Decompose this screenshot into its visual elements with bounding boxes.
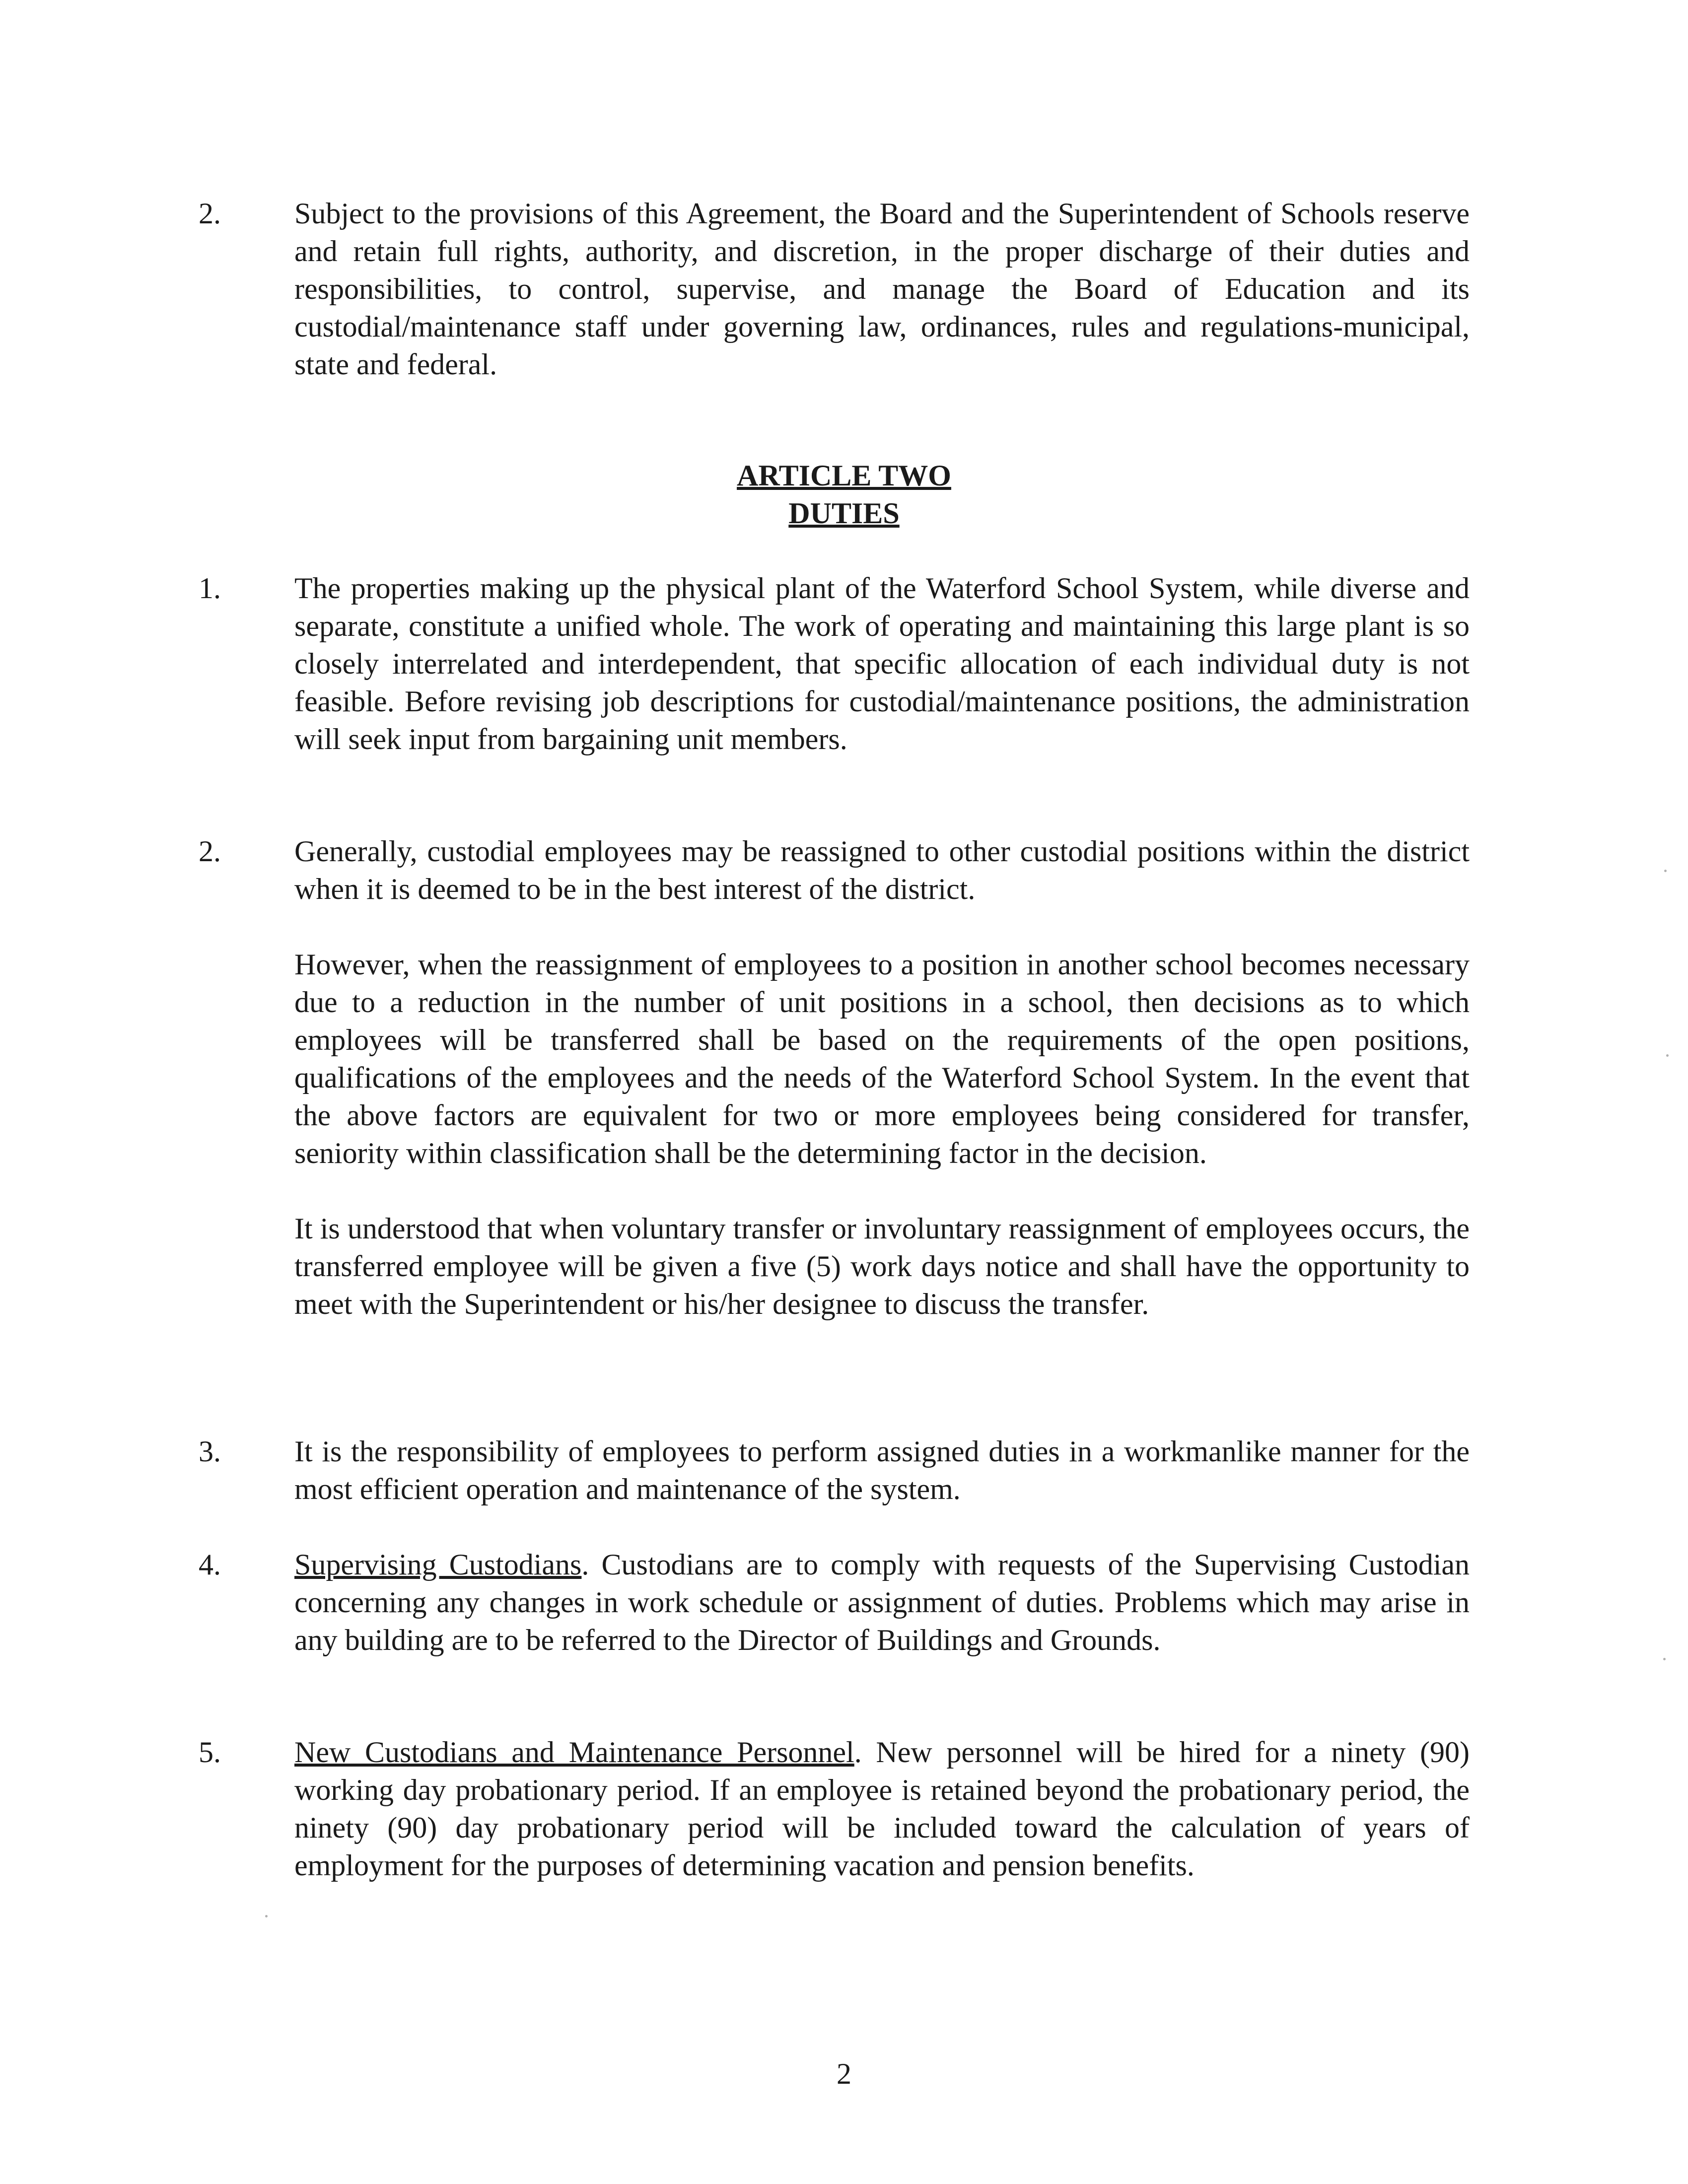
item-paragraph: The properties making up the physical plant of the Waterford School System, while diverse and separate, constitute a unified whole. The work of operating and maintaining this large plant is so closely interrelated and interdependent, that specific allocation of each individual duty is not feasible. Before revising job descriptions for custodial/maintenance positions, the administration will seek input from bargaining unit members. xyxy=(294,572,1470,755)
item-number: 1. xyxy=(199,572,221,605)
item-heading: Supervising Custodians xyxy=(294,1548,582,1581)
item-paragraph: Generally, custodial employees may be reassigned to other custodial positions within the district when it is deemed to be in the best interest of the district. xyxy=(294,835,1470,905)
item-number: 5. xyxy=(199,1736,221,1769)
item-paragraph: It is the responsibility of employees to perform assigned duties in a workmanlike manner for the most efficient operation and maintenance of the system. xyxy=(294,1435,1470,1505)
item-number: 2. xyxy=(199,197,221,230)
scan-speck xyxy=(265,1915,268,1917)
item-number: 4. xyxy=(199,1548,221,1581)
scan-speck xyxy=(1666,1054,1669,1057)
item-text xyxy=(294,195,1470,383)
item-paragraph-rest: . New personnel will be hired for a ninety (90) working day probationary period. If an employee is retained beyond the probationary period, the ninety (90) day probationary period will be included toward the calculation of years of employment for the purposes of determining vacation and pension benefits. xyxy=(294,1736,1470,1882)
item-text xyxy=(294,1733,1470,1884)
article-subtitle: DUTIES xyxy=(788,497,900,530)
item-paragraph: It is understood that when voluntary transfer or involuntary reassignment of employees occurs, the transferred employee will be given a five (5) work days notice and shall have the opportunity to meet with the Superintendent or his/her designee to discuss the transfer. xyxy=(294,1212,1470,1320)
item-paragraph-rest: . Custodians are to comply with requests of the Supervising Custodian concerning any changes in work schedule or assignment of duties. Problems which may arise in any building are to be referred to the Director of Buildings and Grounds. xyxy=(294,1548,1470,1656)
item-paragraph: However, when the reassignment of employees to a position in another school becomes necessary due to a reduction in the number of unit positions in a school, then decisions as to which employees will be transferred shall be based on the requirements of the open positions, qualifications of the employees and the needs of the Waterford School System. In the event that the above factors are equivalent for two or more employees being considered for transfer, seniority within classification shall be the determining factor in the decision. xyxy=(294,948,1470,1169)
scan-speck xyxy=(1663,1658,1666,1660)
item-number: 3. xyxy=(199,1435,221,1468)
item-number: 2. xyxy=(199,835,221,868)
item-text xyxy=(294,569,1470,758)
item-heading: New Custodians and Maintenance Personnel xyxy=(294,1736,854,1769)
item-paragraph xyxy=(294,1546,1470,1659)
item-text xyxy=(294,1546,1470,1659)
article-title: ARTICLE TWO xyxy=(737,459,951,492)
item-paragraph: Subject to the provisions of this Agreement, the Board and the Superintendent of Schools reserve and retain full rights, authority, and discretion, in the proper discharge of their duties and responsibilities, to control, supervise, and manage the Board of Education and its custodial/maintenance staff under governing law, ordinances, rules and regulations-municipal, state and federal. xyxy=(294,197,1470,381)
item-text xyxy=(294,1433,1470,1508)
item-paragraph xyxy=(294,1733,1470,1884)
item-text xyxy=(294,832,1470,1323)
scan-speck xyxy=(1664,870,1667,872)
page-number: 2 xyxy=(837,2057,851,2090)
